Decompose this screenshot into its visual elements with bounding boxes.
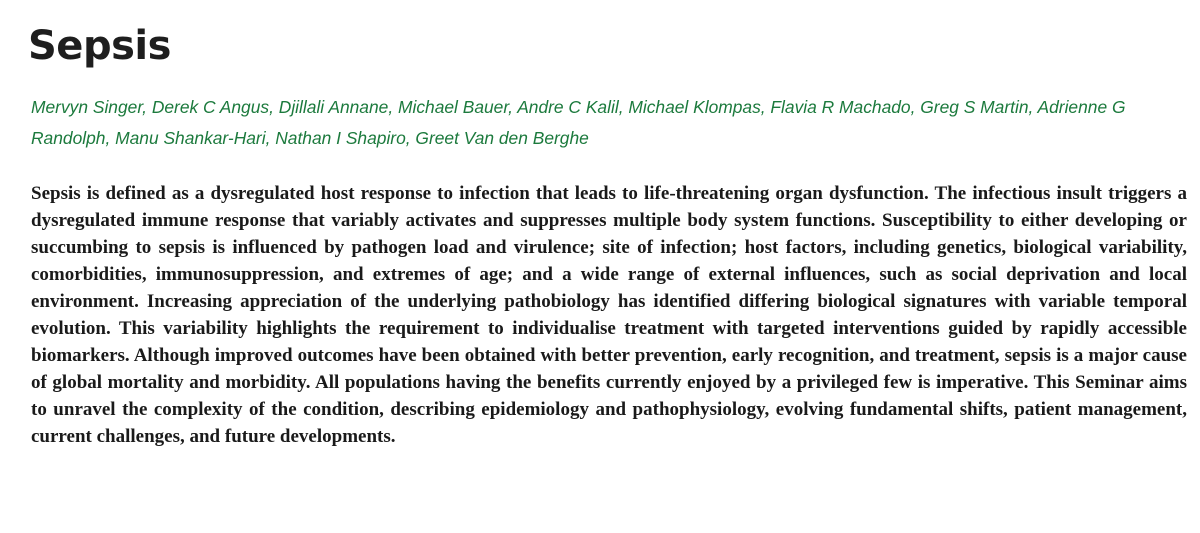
abstract-text: Sepsis is defined as a dysregulated host response to infection that leads to life-threatening organ dysfunction. The infectious insult triggers a dysregulated immune response that variably activates and suppresses multiple body system functions. Susceptibility to either developing or succumbing to sepsis is influenced by pathogen load and virulence; site of infection; host factors, including genetics, biological variability, comorbidities, immunosuppression, and extremes of age; and a wide range of external influences, such as social deprivation and local environment. Increasing appreciation of the underlying pathobiology has identified differing biological signatures with variable temporal evolution. This variability highlights the requirement to individualise treatment with targeted interventions guided by rapidly accessible biomarkers. Although improved outcomes have been obtained with better prevention, early recognition, and treatment, sepsis is a major cause of global mortality and morbidity. All populations having the benefits currently enjoyed by a privileged few is imperative. This Seminar aims to unravel the complexity of the condition, describing epidemiology and pathophysiology, evolving fundamental shifts, patient management, current challenges, and future developments. <box>31 183 1187 447</box>
article-title: Sepsis <box>28 23 171 69</box>
author-list: Mervyn Singer, Derek C Angus, Djillali Annane, Michael Bauer, Andre C Kalil, Michael Klompas, Flavia R Machado, Greg S Martin, Adrienne G Randolph, Manu Shankar-Hari, Nathan I Shapiro, Greet Van den Berghe <box>31 97 1126 148</box>
